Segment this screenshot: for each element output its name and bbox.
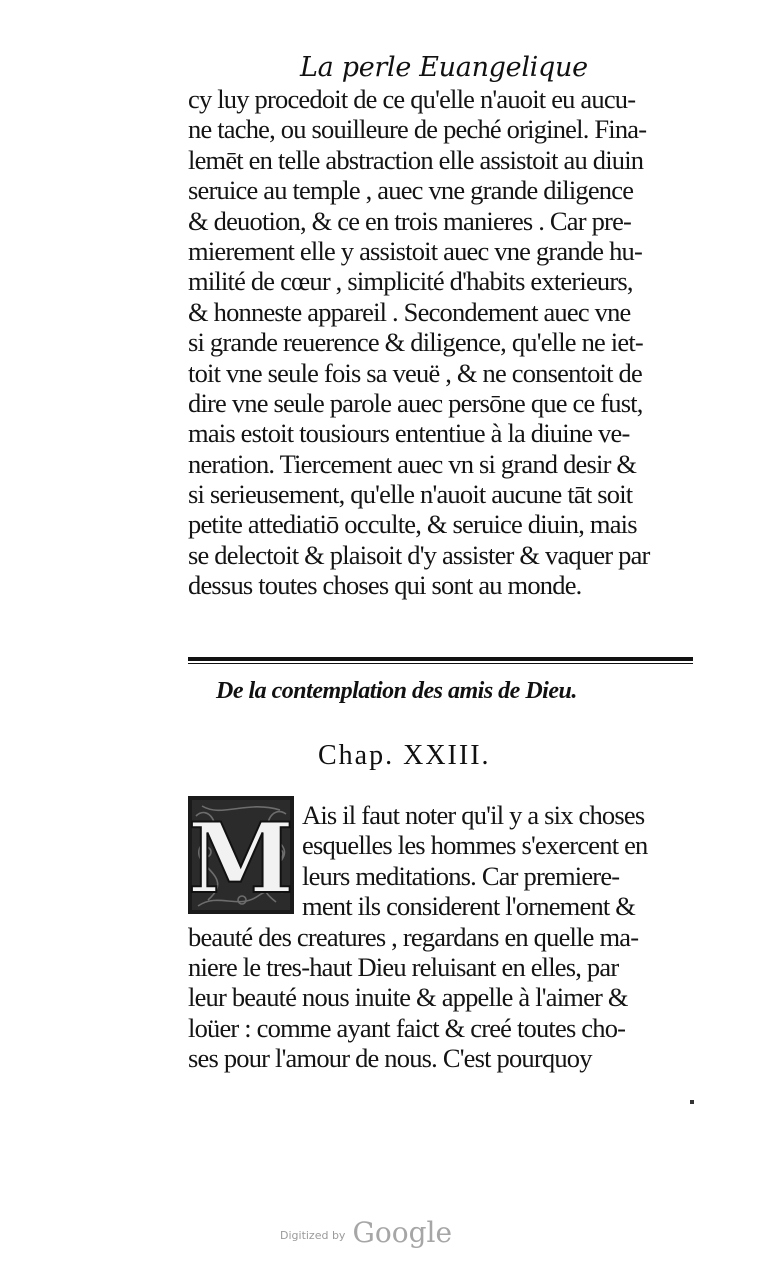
chapter-number: Chap. XXIII. (318, 740, 491, 771)
text-line: mierement elle y assistoit auec vne grande hu- (188, 235, 643, 266)
text-line: loüer : comme ayant faict & creé toutes cho- (188, 1012, 626, 1043)
text-line: ment ils considerent l'ornement & (302, 891, 636, 922)
paragraph-continued (188, 84, 708, 601)
text-line: & honneste appareil . Secondement auec vne (188, 296, 631, 327)
text-line: se delectoit & plaisoit d'y assister & vaquer par (188, 539, 650, 570)
text-line: si grande reuerence & diligence, qu'elle ne iet- (188, 327, 643, 358)
digitization-watermark (280, 1216, 480, 1249)
text-line: mais estoit tousiours ententiue à la diuine ve- (188, 418, 630, 449)
text-line: lemēt en telle abstraction elle assistoit au diuin (188, 144, 644, 175)
text-line: cy luy procedoit de ce qu'elle n'auoit eu aucu- (188, 84, 636, 114)
catch-mark (690, 1100, 694, 1104)
text-line: esquelles les hommes s'exercent en (302, 830, 648, 861)
text-line: milité de cœur , simplicité d'habits exterieurs, (188, 266, 633, 297)
text-line: neration. Tiercement auec vn si grand desir & (188, 448, 637, 479)
section-divider (188, 657, 693, 661)
text-line: dessus toutes choses qui sont au monde. (188, 570, 582, 601)
text-line: si serieusement, qu'elle n'auoit aucune tāt soit (188, 479, 633, 510)
text-line: Ais il faut noter qu'il y a six choses (302, 800, 645, 830)
text-line: ses pour l'amour de nous. C'est pourquoy (188, 1043, 592, 1074)
chapter-paragraph (188, 800, 708, 1074)
text-line: dire vne seule parole auec persōne que ce fust, (188, 387, 643, 418)
running-head: La perle Euangelique (300, 52, 588, 83)
chapter-title: De la contemplation des amis de Dieu. (216, 678, 577, 704)
google-brand: Google (352, 1216, 453, 1249)
text-line: leurs meditations. Car premiere- (302, 860, 620, 891)
section-divider-thin (188, 663, 693, 664)
digitized-label: Digitized by (280, 1229, 346, 1242)
text-line: leur beauté nous inuite & appelle à l'aimer & (188, 982, 628, 1013)
text-line: ne tache, ou souilleure de peché originel. Fina- (188, 114, 647, 145)
text-line: beauté des creatures , regardans en quelle ma- (188, 921, 639, 952)
text-line: niere le tres-haut Dieu reluisant en elles, par (188, 951, 619, 982)
text-line: & deuotion, & ce en trois manieres . Car pre- (188, 205, 632, 236)
drop-cap-letter: M (188, 802, 294, 914)
text-line: toit vne seule fois sa veuë , & ne consentoit de (188, 357, 642, 388)
text-line: seruice au temple , auec vne grande diligence (188, 175, 634, 206)
text-line: petite attediatiō occulte, & seruice diuin, mais (188, 509, 637, 540)
